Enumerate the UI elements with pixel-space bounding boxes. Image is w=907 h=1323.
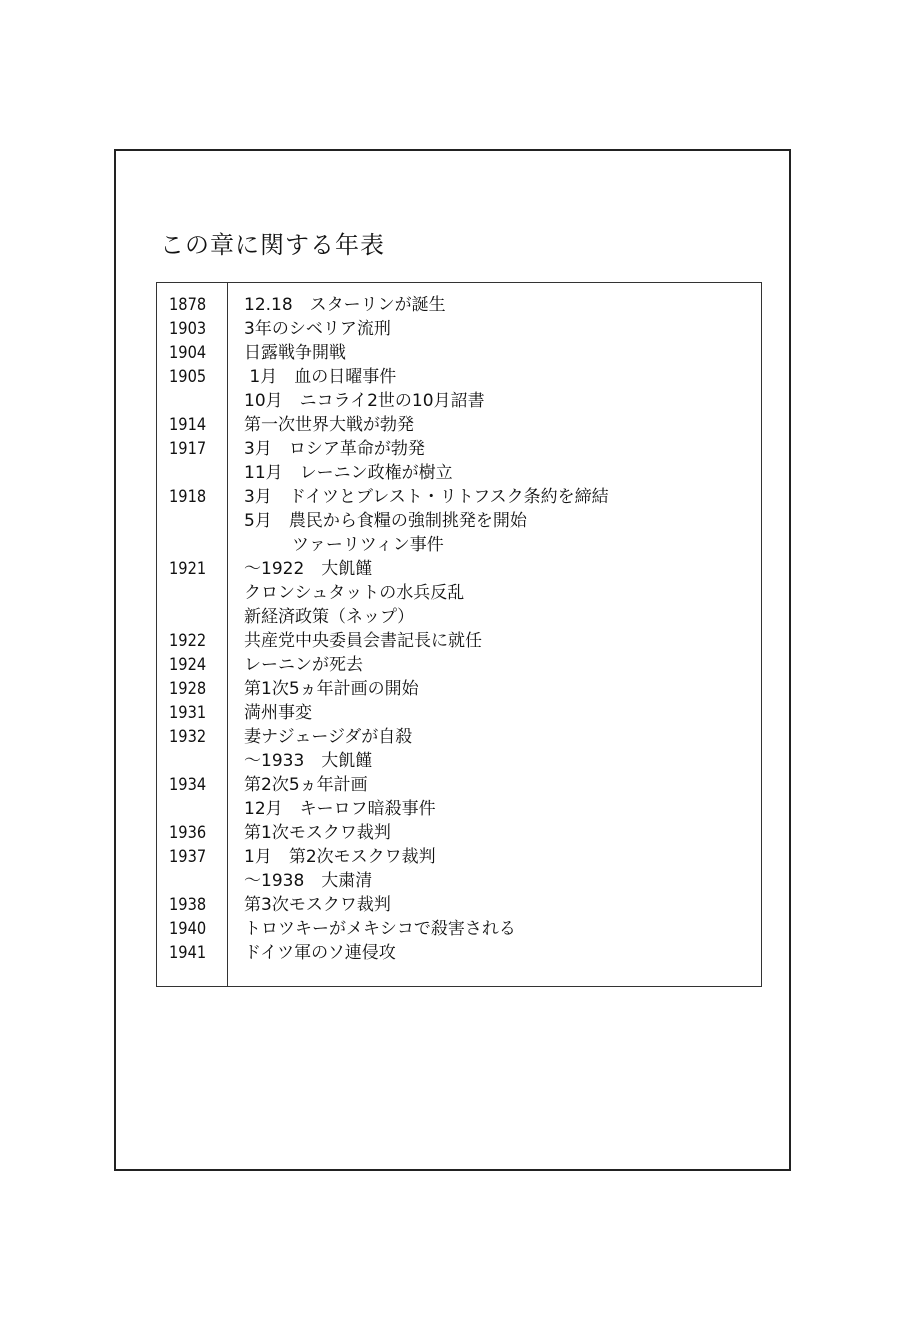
timeline-row [157, 533, 761, 557]
timeline-year: 1937 [169, 847, 207, 867]
timeline-event: トロツキーがメキシコで殺害される [244, 919, 516, 939]
timeline-year: 1917 [169, 439, 207, 459]
timeline-row [157, 941, 761, 965]
timeline-row [157, 749, 761, 773]
timeline-row [157, 869, 761, 893]
timeline-year: 1928 [169, 679, 207, 699]
timeline-year: 1918 [169, 487, 207, 507]
timeline-event: 11月 レーニン政権が樹立 [244, 463, 453, 483]
timeline-table [156, 282, 762, 987]
timeline-year: 1914 [169, 415, 207, 435]
timeline-year: 1922 [169, 631, 207, 651]
timeline-row [157, 773, 761, 797]
timeline-row [157, 317, 761, 341]
timeline-event: 第1次5ヵ年計画の開始 [244, 679, 419, 699]
timeline-event: 12.18 スターリンが誕生 [244, 295, 446, 315]
timeline-year: 1878 [169, 295, 207, 315]
timeline-event: 共産党中央委員会書記長に就任 [244, 631, 482, 651]
timeline-row [157, 557, 761, 581]
timeline-event: レーニンが死去 [244, 655, 363, 675]
timeline-row [157, 293, 761, 317]
timeline-row [157, 389, 761, 413]
timeline-row [157, 821, 761, 845]
timeline-event: ～1938 大粛清 [244, 871, 373, 891]
timeline-row [157, 509, 761, 533]
timeline-event: 1月 血の日曜事件 [244, 367, 397, 387]
timeline-event: 5月 農民から食糧の強制挑発を開始 [244, 511, 527, 531]
timeline-event: 3月 ドイツとブレスト・リトフスク条約を締結 [244, 487, 609, 507]
timeline-event: 10月 ニコライ2世の10月詔書 [244, 391, 485, 411]
timeline-event: 3月 ロシア革命が勃発 [244, 439, 425, 459]
timeline-row [157, 677, 761, 701]
timeline-event: 12月 キーロフ暗殺事件 [244, 799, 436, 819]
timeline-event: 第一次世界大戦が勃発 [244, 415, 414, 435]
timeline-event: ドイツ軍のソ連侵攻 [244, 943, 396, 963]
timeline-event: 妻ナジェージダが自殺 [244, 727, 413, 747]
timeline-row [157, 917, 761, 941]
timeline-event: ツァーリツィン事件 [292, 535, 444, 555]
timeline-row [157, 845, 761, 869]
timeline-event: 1月 第2次モスクワ裁判 [244, 847, 436, 867]
timeline-year: 1941 [169, 943, 207, 963]
timeline-year: 1924 [169, 655, 207, 675]
timeline-row [157, 413, 761, 437]
timeline-year: 1936 [169, 823, 207, 843]
timeline-row [157, 461, 761, 485]
timeline-year: 1940 [169, 919, 207, 939]
timeline-row [157, 653, 761, 677]
timeline-row [157, 797, 761, 821]
timeline-event: クロンシュタットの水兵反乱 [244, 583, 465, 603]
timeline-event: ～1922 大飢饉 [244, 559, 373, 579]
page-title: この章に関する年表 [160, 231, 385, 259]
timeline-row [157, 893, 761, 917]
timeline-year: 1932 [169, 727, 207, 747]
timeline-row [157, 341, 761, 365]
timeline-event: 第1次モスクワ裁判 [244, 823, 391, 843]
timeline-event: 日露戦争開戦 [244, 343, 346, 363]
timeline-row [157, 605, 761, 629]
timeline-year: 1931 [169, 703, 207, 723]
timeline-year: 1905 [169, 367, 207, 387]
timeline-event: ～1933 大飢饉 [244, 751, 373, 771]
timeline-row [157, 581, 761, 605]
timeline-year: 1934 [169, 775, 207, 795]
timeline-event: 新経済政策（ネップ） [244, 607, 415, 627]
timeline-row [157, 485, 761, 509]
timeline-year: 1938 [169, 895, 207, 915]
timeline-event: 満州事変 [244, 703, 312, 723]
timeline-row [157, 437, 761, 461]
timeline-row [157, 365, 761, 389]
timeline-year: 1903 [169, 319, 207, 339]
timeline-year: 1921 [169, 559, 207, 579]
timeline-row [157, 725, 761, 749]
timeline-row [157, 629, 761, 653]
timeline-rows [157, 293, 761, 965]
timeline-event: 第3次モスクワ裁判 [244, 895, 391, 915]
timeline-year: 1904 [169, 343, 207, 363]
timeline-row [157, 701, 761, 725]
timeline-event: 3年のシベリア流刑 [244, 319, 391, 339]
timeline-event: 第2次5ヵ年計画 [244, 775, 368, 795]
